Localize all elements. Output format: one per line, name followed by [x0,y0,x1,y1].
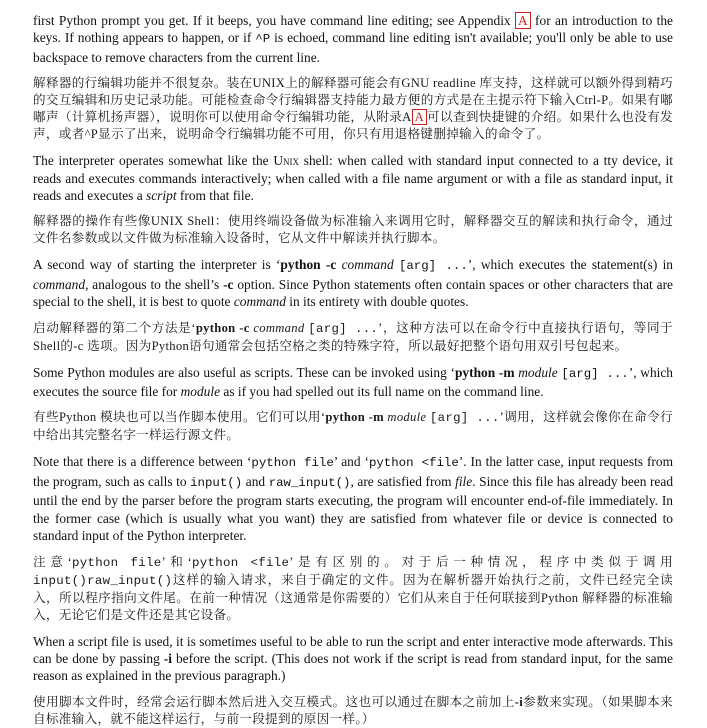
inline-code: ^P [255,32,271,47]
text: is echoed, command line editing isn't available; you'll only be able to use backspace to remove characters from the current line. [33,30,673,65]
inline-code: [arg] ... [308,321,379,336]
emphasis: script [146,188,177,204]
text: option. Since Python statements often contain spaces or other characters that are special to the shell, it is best to quote [33,276,673,310]
inline-code: input() [33,573,88,588]
paragraph-1-en [33,12,673,66]
text: A second way of starting the interpreter is ‘ [33,257,281,273]
text: ’, which executes the source file for [33,364,673,400]
paragraph-6-en [33,633,673,685]
text: for an introduction to the keys. If nothing appears to happen, or if [33,13,673,46]
inline-command: python -c [280,257,337,273]
paragraph-6-zh [33,694,673,728]
text: When a script file is used, it is sometimes useful to be able to run the script and enter interactive mode afterwards. This can be done by passing [33,633,673,666]
paragraph-2-zh: 解释器的操作有些像UNIX Shell：使用终端设备做为标准输入来调用它时，解释器交互的解读和执行命令，通过文件名参数或以文件做为标准输入设备时，它从文件中解读并执行脚本。 [33,214,673,246]
text: ’是有区别的。对于后一种情况，程序中类似于调用 [289,554,674,569]
text: first Python prompt you get. If it beeps, you have command line editing; see Appendix [33,13,511,28]
text: ’. In the latter case, input requests from the program, such as calls to [33,454,673,489]
text: ’ and ‘ [333,454,369,470]
text: 使用脚本文件时，经常会运行脚本然后进入交互模式。这也可以通过在脚本之前加上 [33,694,515,709]
inline-code: python <file [192,555,290,570]
text: 注意‘ [33,554,72,569]
inline-code: [arg] ... [398,259,468,274]
paragraph-4-zh [33,409,673,444]
text: 可以查到快捷键的介绍。如果什么也没有发声，或者^P显示了出来，说明命令行编辑功能不可用，你只有用退格键删掉输入的命令了。 [33,110,674,142]
text: , are satisfied from [350,473,452,489]
text: ’调用，这样就会像你在命令行中给出其完整名字一样运行源文件。 [33,410,674,443]
emphasis: module [387,410,427,425]
option-flag: -i [163,650,172,666]
paragraph-5-zh [33,554,673,624]
text: 有些Python 模块也可以当作脚本使用。它们可以用‘ [33,410,326,425]
appendix-link[interactable]: A [412,109,427,125]
text: from that file. [179,188,254,204]
emphasis: command [33,276,86,292]
text: ’, which executes the statement(s) in [467,257,673,273]
text: Note that there is a difference between ‘ [33,454,252,470]
text: 这样的输入请求，来自于确定的文件。因为在解析器开始执行之前，文件已经完全读入，所以程序指向文件尾。在前一种情况（这通常是你需要的）它们从来自于任何联接到Python 解释器的标准输入，无论它们是文件还是其它设备。 [33,572,673,622]
inline-code: raw_input() [87,573,173,588]
option-flag: -i [514,694,524,709]
emphasis: module [180,384,221,400]
text: The interpreter operates somewhat like the [33,153,269,169]
inline-code: python file [251,456,334,471]
emphasis: command [233,294,286,310]
inline-code: raw_input() [268,475,351,490]
paragraph-1-zh [33,75,673,143]
text: 解释器的行编辑功能并不很复杂。装在UNIX上的解释器可能会有GNU readline 库支持，这样就可以额外得到精巧的交互编辑和历史记录功能。可能检查命令行编辑器支持能力最方便的方式是在主提示符下输入Ctrl-P。如果有嘟嘟声（计算机扬声器），说明你可以使用命令行编辑功能，从附录A [33,76,673,125]
text: 参数来实现。（如果脚本来自标准输入，就不能这样运行，与前一段提到的原因一样。） [33,694,673,726]
inline-code: [arg] ... [561,366,629,381]
text: in its entirety with double quotes. [289,294,469,310]
inline-command: python -m [325,410,384,425]
emphasis: command [341,257,394,273]
option-flag: -c [223,276,234,292]
paragraph-4-en [33,364,673,401]
inline-code: [arg] ... [429,411,500,426]
inline-code: input() [190,475,243,490]
paragraph-2-en [33,152,673,204]
emphasis: command [253,320,305,335]
text: as if you had spelled out its full name on the command line. [223,384,544,400]
inline-code: python <file [368,456,459,471]
inline-command: python -c [195,320,250,335]
text: , analogous to the shell’s [85,276,220,292]
text: ’，这种方法可以在命令行中直接执行语句，等同于Shell的-c 选项。因为Python语句通常会包括空格之类的特殊字符，所以最好把整个语句用双引号包起来。 [33,320,674,353]
text: ’和‘ [161,554,193,569]
inline-command: python -m [454,364,515,380]
inline-code: python file [71,555,162,570]
text: 启动解释器的第二个方法是‘ [33,320,196,335]
text: . Since this file has already been read until the end by the parser before the program starts executing, the program will encounter end-of-file immediately. In the former case (which is usually what you want) they are satisfied from whatever file or device is connected to standard input of the Python interpreter. [33,473,674,544]
paragraph-3-en [33,256,673,310]
text: before the script. (This does not work if the script is read from standard input, for the same reason as explained in the previous paragraph.) [33,650,673,684]
text: and [245,473,266,489]
emphasis: module [518,364,558,380]
text: Some Python modules are also useful as scripts. These can be invoked using ‘ [33,364,455,380]
emphasis: file [455,473,473,489]
paragraph-5-en [33,453,673,544]
appendix-link[interactable]: A [515,12,531,29]
unix-term: Unix [273,153,299,169]
paragraph-3-zh [33,320,673,355]
text: shell: when called with standard input connected to a tty device, it reads and executes commands interactively; when called with a file name argument or with a file as standard input, it reads and executes a [33,153,673,204]
